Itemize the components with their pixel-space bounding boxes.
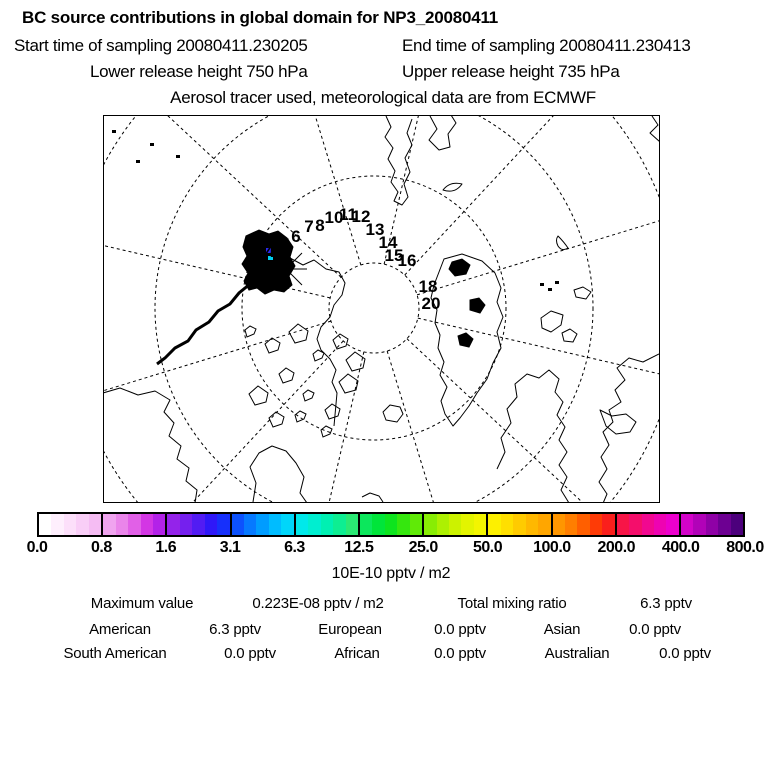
colorbar-cell — [449, 514, 461, 535]
trajectory-day-label: 13 — [365, 220, 385, 239]
colorbar-tick: 25.0 — [408, 539, 438, 556]
colorbar-cell — [577, 514, 589, 535]
island — [245, 326, 256, 337]
trajectory-day-label: 12 — [351, 207, 371, 226]
colorbar-segment — [296, 514, 360, 535]
start-time-label: Start time of sampling 20080411.230205 — [14, 36, 308, 55]
colorbar-cell — [590, 514, 602, 535]
colorbar-cell — [617, 514, 629, 535]
colorbar-cell — [180, 514, 192, 535]
coastline — [250, 446, 307, 502]
trajectory-day-label: 7 — [304, 217, 314, 236]
coastline — [557, 236, 569, 250]
colorbar-cell — [666, 514, 678, 535]
trajectory-day-label: 14 — [378, 233, 398, 252]
colorbar-cell — [385, 514, 397, 535]
polar-map-canvas — [104, 116, 659, 502]
colorbar-tick: 0.0 — [26, 539, 48, 556]
colorbar-cell — [372, 514, 384, 535]
meridian-line — [387, 351, 511, 502]
colorbar-cell — [89, 514, 101, 535]
colorbar-cell — [706, 514, 718, 535]
colorbar-cell — [281, 514, 293, 535]
latitude-circle — [104, 116, 659, 502]
region-name: Asian — [543, 621, 581, 638]
region-value: 0.0 pptv — [629, 621, 681, 638]
upper-release-label: Upper release height 735 hPa — [402, 62, 620, 81]
colorbar-segment — [103, 514, 167, 535]
colorbar-segment — [424, 514, 488, 535]
coastline-landmass — [449, 259, 470, 276]
colorbar-segment — [167, 514, 231, 535]
region-name: African — [334, 645, 380, 662]
island — [303, 390, 314, 401]
colorbar-segment — [232, 514, 296, 535]
colorbar-cell — [76, 514, 88, 535]
colorbar-cell — [654, 514, 666, 535]
colorbar-cell — [360, 514, 372, 535]
coastline — [362, 493, 383, 502]
colorbar-cell — [731, 514, 743, 535]
tracer-info-label: Aerosol tracer used, meteorological data are from ECMWF — [170, 88, 596, 107]
total-mixing-ratio-label: Total mixing ratio — [457, 595, 567, 612]
colorbar-cell — [602, 514, 614, 535]
max-value: 0.223E-08 pptv / m2 — [252, 595, 384, 612]
trajectory-day-label: 6 — [291, 227, 301, 246]
colorbar-cell — [333, 514, 345, 535]
island — [269, 412, 284, 427]
colorbar-tick: 800.0 — [726, 539, 764, 556]
colorbar-cell — [269, 514, 281, 535]
meridian-line — [384, 116, 480, 264]
colorbar-tick: 400.0 — [661, 539, 700, 556]
island — [346, 352, 365, 371]
colorbar-cell — [141, 514, 153, 535]
island — [295, 411, 306, 422]
colorbar-tick: 12.5 — [344, 539, 374, 556]
colorbar-segment — [39, 514, 103, 535]
colorbar-cell — [296, 514, 308, 535]
island — [339, 374, 358, 393]
island-speck — [136, 160, 140, 163]
region-value: 0.0 pptv — [434, 645, 486, 662]
coastline — [443, 183, 462, 191]
region-value: 0.0 pptv — [659, 645, 711, 662]
colorbar-cell — [642, 514, 654, 535]
latitude-circle — [329, 263, 419, 353]
meridian-line — [417, 171, 659, 295]
colorbar-cell — [39, 514, 51, 535]
meridian-line — [407, 339, 659, 502]
colorbar-tick: 50.0 — [472, 539, 503, 556]
colorbar-cell — [128, 514, 140, 535]
meridian-line — [405, 116, 659, 275]
coastline — [429, 116, 456, 150]
trajectory-day-label: 15 — [384, 246, 404, 265]
colorbar-cell — [103, 514, 115, 535]
colorbar-cell — [153, 514, 165, 535]
colorbar-cell — [397, 514, 409, 535]
total-mixing-ratio-value: 6.3 pptv — [640, 595, 692, 612]
meridian-line — [104, 202, 330, 298]
coastline — [383, 405, 403, 422]
colorbar-cell — [51, 514, 63, 535]
coastline — [541, 311, 563, 332]
colorbar-cell — [461, 514, 473, 535]
region-name: American — [89, 621, 151, 638]
colorbar-cell — [232, 514, 244, 535]
island — [333, 334, 348, 349]
coastline-landmass — [470, 298, 485, 313]
region-name: European — [318, 621, 382, 638]
island-speck — [548, 288, 552, 291]
colorbar-cell — [565, 514, 577, 535]
colorbar-tick: 100.0 — [533, 539, 571, 556]
colorbar-cell — [693, 514, 705, 535]
coastline-landmass — [458, 333, 473, 347]
colorbar-tick: 200.0 — [597, 539, 636, 556]
colorbar-segment — [488, 514, 552, 535]
trajectory-day-label: 20 — [421, 294, 441, 313]
colorbar-tick: 6.3 — [284, 539, 305, 556]
colorbar-cell — [681, 514, 693, 535]
coastline — [385, 116, 412, 205]
colorbar-cell — [553, 514, 565, 535]
coastline — [562, 329, 577, 342]
island-speck — [176, 155, 180, 158]
colorbar-tick: 1.6 — [155, 539, 177, 556]
region-name: South American — [63, 645, 167, 662]
trajectory-day-label: 18 — [418, 277, 438, 296]
trajectory-day-label: 8 — [315, 216, 325, 235]
colorbar-cell — [244, 514, 256, 535]
colorbar-segment — [681, 514, 743, 535]
colorbar-tick-labels — [26, 539, 764, 557]
colorbar-cell — [501, 514, 513, 535]
colorbar-cell — [256, 514, 268, 535]
colorbar — [37, 512, 745, 537]
colorbar-cell — [474, 514, 486, 535]
colorbar-cell — [116, 514, 128, 535]
island — [313, 350, 324, 361]
colorbar-cell — [205, 514, 217, 535]
island-speck — [150, 143, 154, 146]
colorbar-cell — [424, 514, 436, 535]
region-value: 6.3 pptv — [209, 621, 261, 638]
trajectory-day-label: 16 — [397, 251, 417, 270]
island — [325, 404, 340, 419]
colorbar-cell — [629, 514, 641, 535]
island — [321, 426, 332, 437]
latitude-circle — [242, 176, 506, 440]
trajectory-day-label: 11 — [339, 205, 357, 224]
colorbar-unit-label: 10E-10 pptv / m2 — [331, 565, 451, 582]
region-value: 0.0 pptv — [224, 645, 276, 662]
colorbar-cell — [488, 514, 500, 535]
island — [279, 368, 294, 383]
polar-map — [103, 115, 660, 503]
region-name: Australian — [544, 645, 610, 662]
trajectory-day-label: 5 — [280, 235, 290, 254]
trajectory-day-label: 10 — [324, 208, 344, 227]
colorbar-cell — [410, 514, 422, 535]
meridian-line — [268, 352, 364, 502]
colorbar-cell — [64, 514, 76, 535]
coastline — [497, 370, 569, 502]
max-value-label: Maximum value — [90, 595, 194, 612]
coastline-ridge — [157, 284, 250, 364]
end-time-label: End time of sampling 20080411.230413 — [402, 36, 691, 55]
island — [249, 386, 268, 405]
colorbar-cell — [321, 514, 333, 535]
latitude-circle — [104, 116, 659, 502]
colorbar-cell — [526, 514, 538, 535]
colorbar-cell — [308, 514, 320, 535]
trajectory-day-label: 4 — [265, 242, 275, 261]
colorbar-cell — [718, 514, 730, 535]
meridian-line — [104, 321, 331, 445]
coastline — [104, 388, 210, 502]
colorbar-tick: 3.1 — [219, 539, 241, 556]
coastline — [600, 410, 636, 434]
colorbar-segment — [360, 514, 424, 535]
colorbar-cell — [192, 514, 204, 535]
meridian-line — [104, 116, 341, 277]
colorbar-cell — [437, 514, 449, 535]
colorbar-cell — [167, 514, 179, 535]
colorbar-segment — [617, 514, 681, 535]
island-speck — [540, 283, 544, 286]
colorbar-cell — [346, 514, 358, 535]
island-speck — [112, 130, 116, 133]
meridian-line — [418, 318, 659, 414]
coastline — [574, 287, 591, 299]
colorbar-tick: 0.8 — [90, 539, 112, 556]
colorbar-segment — [553, 514, 617, 535]
region-value: 0.0 pptv — [434, 621, 486, 638]
coastline — [650, 116, 659, 142]
colorbar-cell — [513, 514, 525, 535]
island — [289, 324, 308, 343]
colorbar-cell — [217, 514, 229, 535]
page-title: BC source contributions in global domain for NP3_20080411 — [22, 8, 499, 27]
colorbar-cell — [538, 514, 550, 535]
island-speck — [555, 281, 559, 284]
lower-release-label: Lower release height 750 hPa — [90, 62, 308, 81]
